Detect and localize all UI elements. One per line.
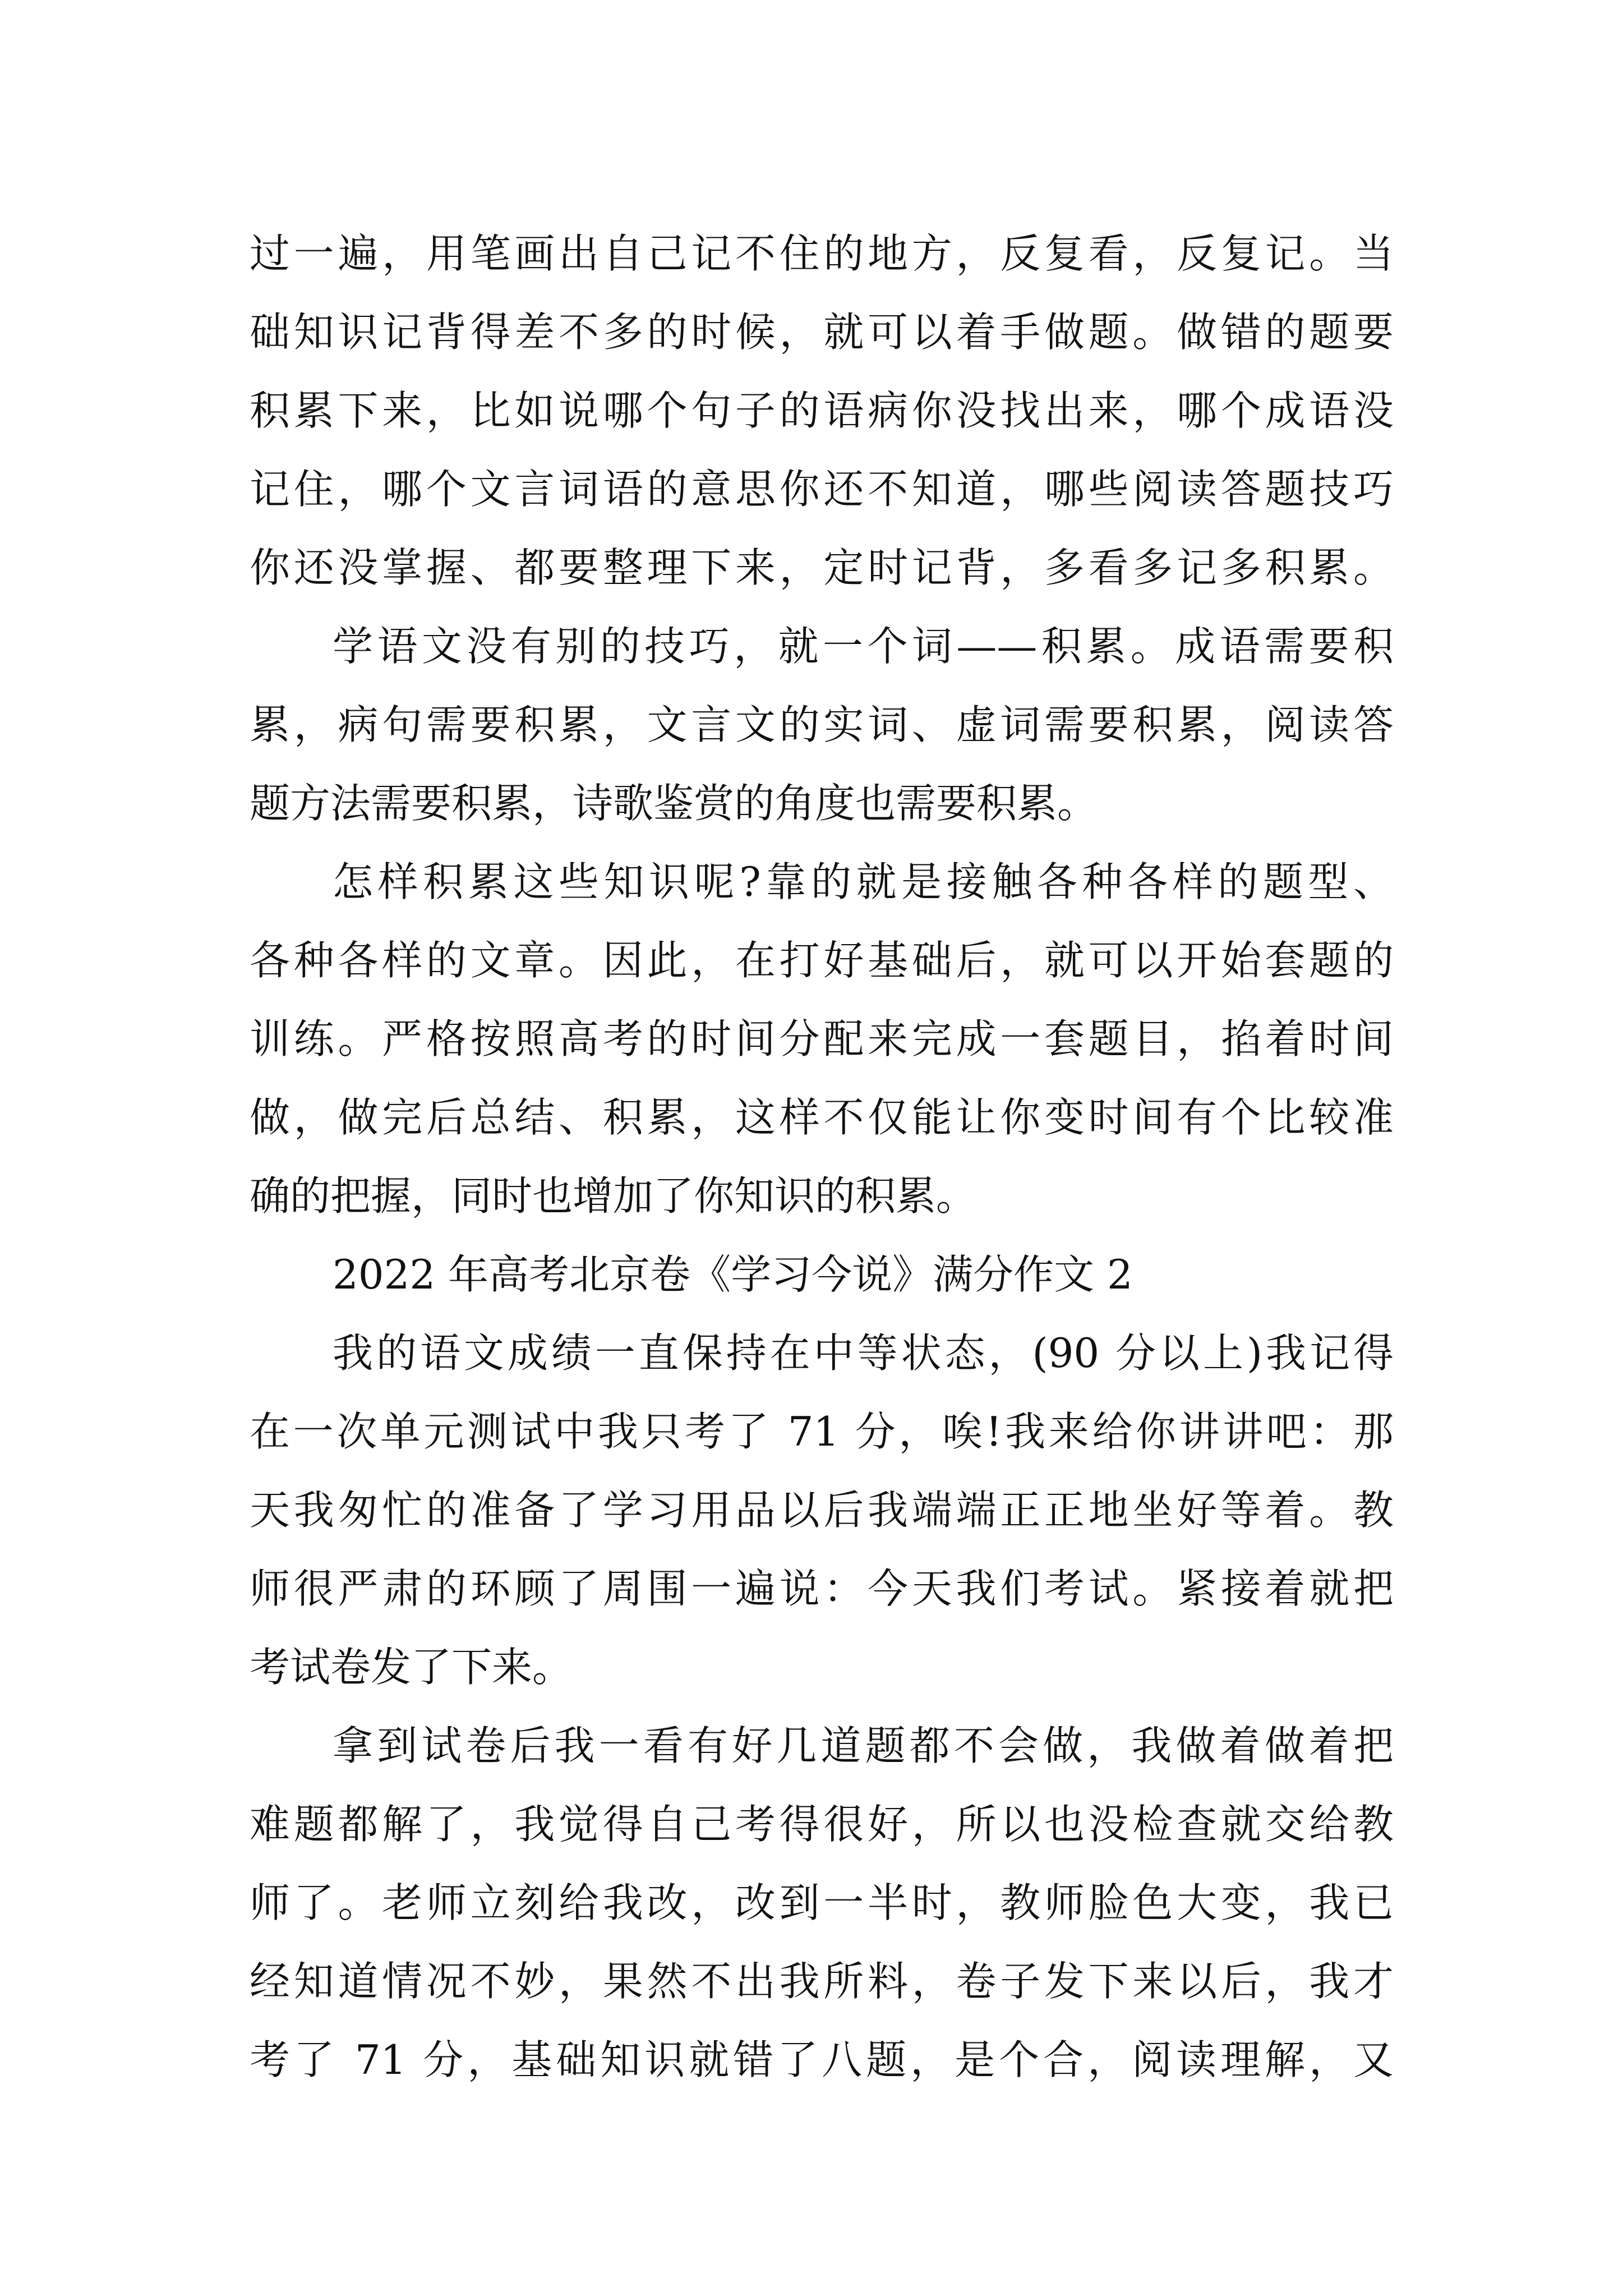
- paragraph-first-line: 我的语文成绩一直保持在中等状态，(90 分以上)我记得: [333, 1329, 1394, 1377]
- text-line: 你还没掌握、都要整理下来，定时记背，多看多记多积累。: [250, 544, 1394, 591]
- text-line: 考了 71 分，基础知识就错了八题，是个合，阅读理解，又: [250, 2036, 1394, 2083]
- body-text: [250, 214, 1394, 2099]
- text-line: 记住，哪个文言词语的意思你还不知道，哪些阅读答题技巧: [250, 466, 1394, 513]
- text-line: 难题都解了，我觉得自己考得很好，所以也没检查就交给教: [250, 1801, 1394, 1848]
- text-line: 确的把握，同时也增加了你知识的积累。: [250, 1172, 977, 1220]
- text-line: 训练。严格按照高考的时间分配来完成一套题目，掐着时间: [250, 1015, 1394, 1062]
- text-line: 积累下来，比如说哪个句子的语病你没找出来，哪个成语没: [250, 387, 1394, 434]
- text-line: 经知道情况不妙，果然不出我所料，卷子发下来以后，我才: [250, 1958, 1394, 2005]
- essay-heading: 2022 年高考北京卷《学习今说》满分作文 2: [333, 1251, 1133, 1298]
- text-line: 做，做完后总结、积累，这样不仅能让你变时间有个比较准: [250, 1094, 1394, 1141]
- text-line: 累，病句需要积累，文言文的实词、虚词需要积累，阅读答: [250, 701, 1394, 748]
- paragraph-first-line: 学语文没有别的技巧，就一个词——积累。成语需要积: [333, 623, 1394, 670]
- text-line: 础知识记背得差不多的时候，就可以着手做题。做错的题要: [250, 309, 1394, 356]
- text-line: 师了。老师立刻给我改，改到一半时，教师脸色大变，我已: [250, 1879, 1394, 1926]
- text-line: 在一次单元测试中我只考了 71 分，唉!我来给你讲讲吧：那: [250, 1408, 1394, 1455]
- paragraph-first-line: 拿到试卷后我一看有好几道题都不会做，我做着做着把: [333, 1722, 1394, 1769]
- text-line: 天我匆忙的准备了学习用品以后我端端正正地坐好等着。教: [250, 1487, 1394, 1534]
- text-line: 考试卷发了下来。: [250, 1644, 573, 1691]
- text-line: 各种各样的文章。因此，在打好基础后，就可以开始套题的: [250, 937, 1394, 984]
- text-line: 过一遍，用笔画出自己记不住的地方，反复看，反复记。当: [250, 230, 1394, 277]
- text-line: 题方法需要积累，诗歌鉴赏的角度也需要积累。: [250, 780, 1098, 827]
- text-line: 师很严肃的环顾了周围一遍说：今天我们考试。紧接着就把: [250, 1565, 1394, 1612]
- paragraph-first-line: 怎样积累这些知识呢?靠的就是接触各种各样的题型、: [333, 858, 1394, 905]
